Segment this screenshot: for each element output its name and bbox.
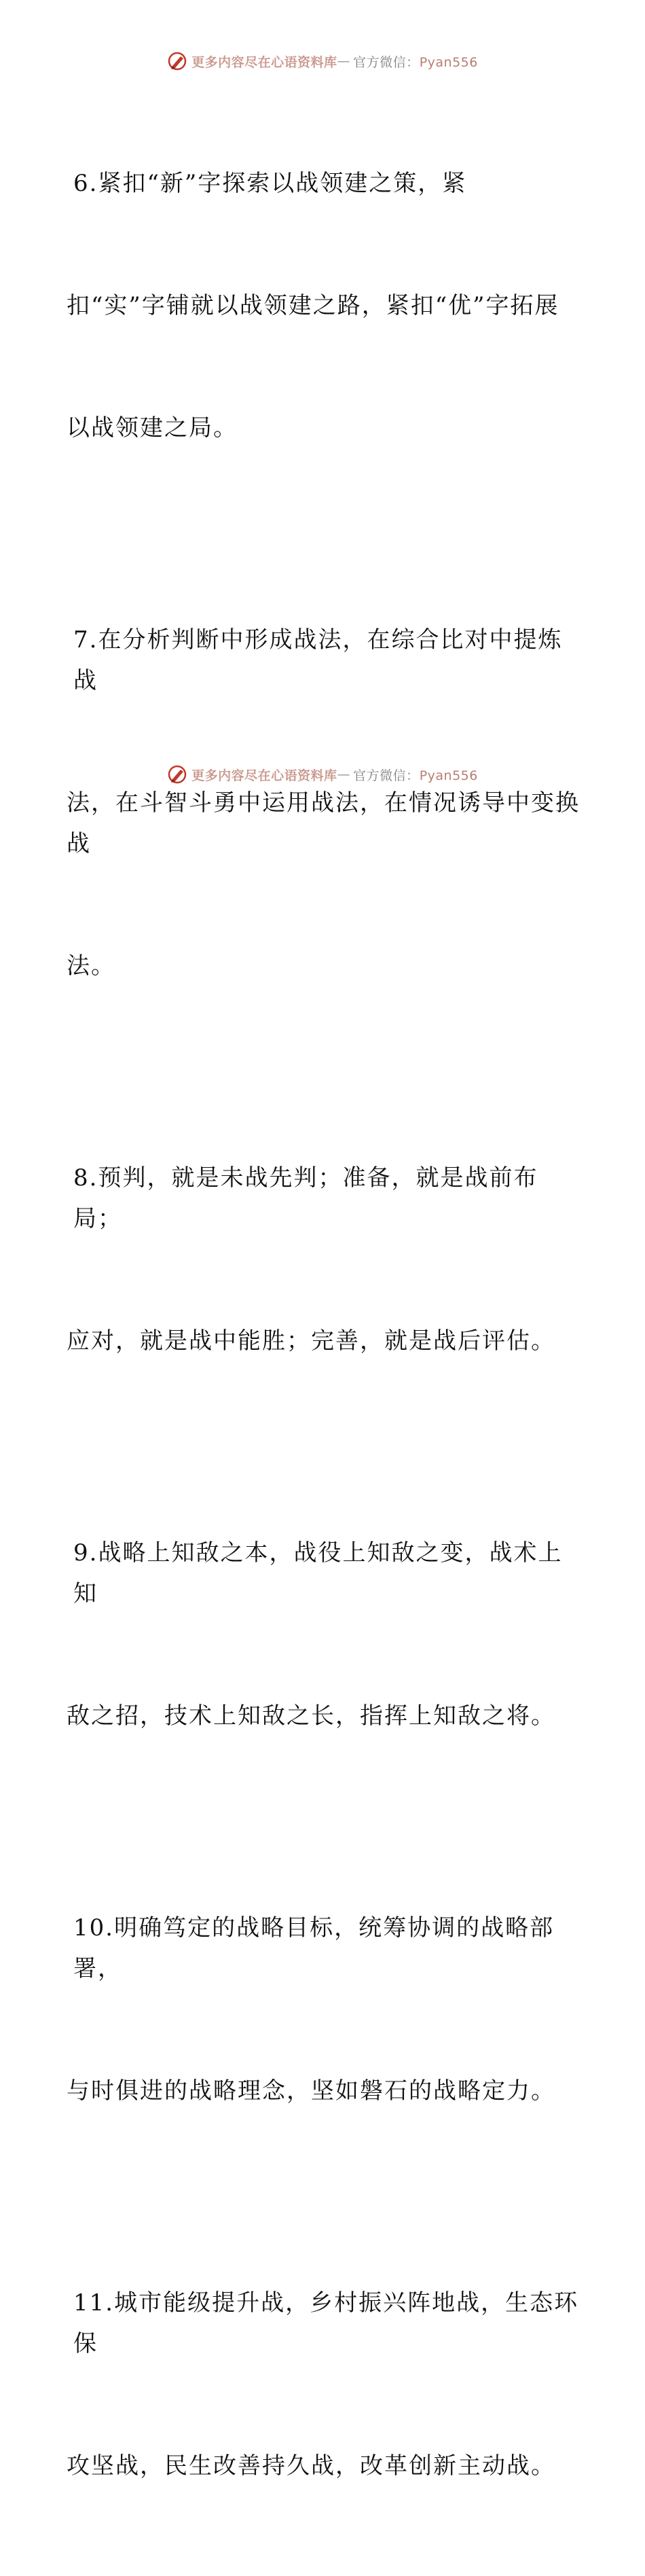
paragraph-10 — [67, 1826, 583, 2193]
paragraph-9 — [67, 1451, 583, 1818]
paragraph-line: 扣“实”字铺就以战领建之路，紧扣“优”字拓展 — [67, 292, 559, 319]
paragraph-6 — [67, 82, 583, 530]
watermark-contact — [353, 766, 478, 784]
watermark-contact-id: Pyan556 — [419, 54, 478, 70]
document-body — [67, 82, 583, 2576]
paragraph-line: 11.城市能级提升战，乡村振兴阵地战，生态环保 — [73, 2289, 579, 2357]
paragraph-line: 8.预判，就是未战先判；准备，就是战前布局； — [73, 1164, 538, 1232]
paragraph-line: 7.在分析判断中形成战法，在综合比对中提炼战 — [73, 626, 563, 694]
watermark-contact-id: Pyan556 — [419, 768, 478, 783]
watermark-main-text: 更多内容尽在心语资料库 — [191, 54, 337, 70]
watermark-dash: — — [337, 767, 351, 782]
paragraph-line: 法。 — [67, 952, 115, 980]
paragraph-line: 法，在斗智斗勇中运用战法，在情况诱导中变换战 — [67, 789, 580, 857]
paragraph-11 — [67, 2201, 583, 2568]
watermark-contact-label: 官方微信： — [353, 768, 420, 783]
paragraph-7 — [67, 538, 583, 1068]
paragraph-line: 以战领建之局。 — [67, 414, 238, 442]
watermark-dash: — — [337, 54, 351, 69]
paragraph-line: 应对，就是战中能胜；完善，就是战后评估。 — [67, 1327, 555, 1355]
paragraph-8 — [67, 1076, 583, 1443]
pen-logo-icon — [167, 51, 187, 71]
paragraph-line: 6.紧扣“新”字探索以战领建之策，紧 — [73, 170, 467, 197]
pen-logo-icon — [167, 764, 187, 785]
paragraph-line: 与时俱进的战略理念，坚如磐石的战略定力。 — [67, 2077, 555, 2105]
watermark-contact-label: 官方微信： — [353, 54, 420, 70]
paragraph-line: 9.战略上知敌之本，战役上知敌之变，战术上知 — [73, 1539, 563, 1607]
paragraph-line: 攻坚战，民生改善持久战，改革创新主动战。 — [67, 2452, 555, 2480]
footer-watermark — [0, 761, 645, 788]
paragraph-line: 10.明确笃定的战略目标，统筹协调的战略部署， — [73, 1914, 555, 1982]
paragraph-line: 敌之招，技术上知敌之长，指挥上知敌之将。 — [67, 1702, 555, 1730]
watermark-main-text: 更多内容尽在心语资料库 — [191, 768, 337, 783]
watermark-contact — [353, 52, 478, 71]
header-watermark — [0, 48, 645, 75]
